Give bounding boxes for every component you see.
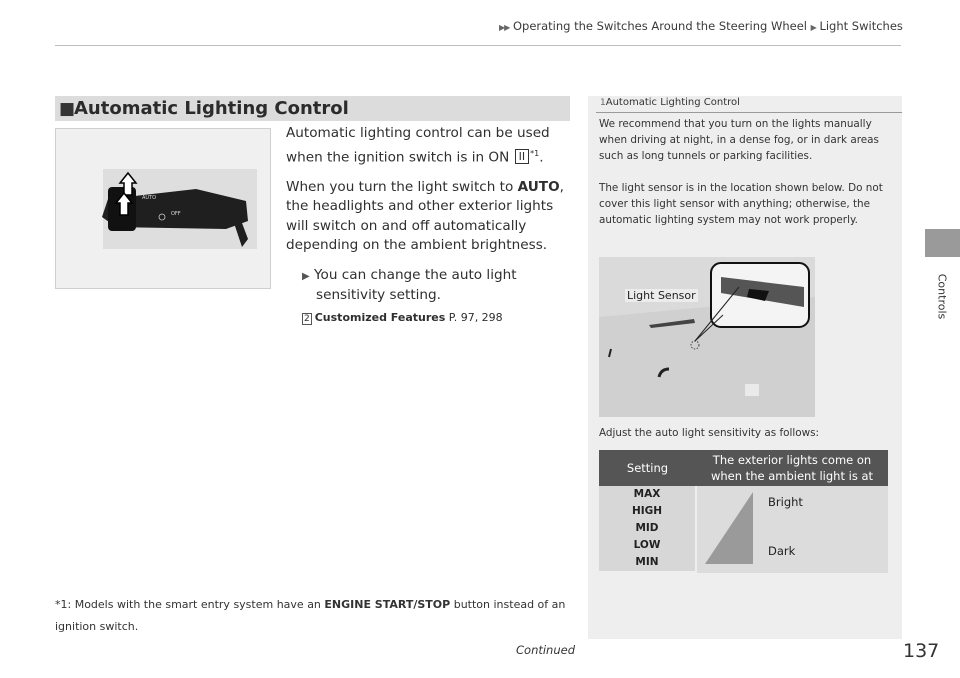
- breadcrumb-arrow-icon: ▶: [810, 23, 816, 32]
- breadcrumb: [499, 19, 903, 33]
- reference-title: Customized Features: [314, 310, 446, 324]
- adjust-sensitivity-text: Adjust the auto light sensitivity as follows:: [599, 427, 820, 439]
- sidebar-paragraph-sensor: The light sensor is in the location shown below. Do not cover this light sensor with anything; otherwise, the automatic lighting system may not work properly.: [599, 182, 883, 226]
- chapter-tab-marker: [925, 229, 960, 257]
- continued-label: Continued: [516, 643, 576, 657]
- sidebar-note-number: 1: [600, 98, 606, 108]
- light-sensor-photo: [599, 257, 815, 417]
- paragraph-ignition: [286, 124, 570, 168]
- note-arrow-icon: ▶: [302, 270, 310, 282]
- sidebar-text: [599, 116, 895, 244]
- table-row-setting: HIGH: [599, 503, 695, 520]
- reference-arrow-icon: 2: [304, 313, 310, 324]
- section-square-icon: ■: [59, 99, 76, 119]
- paragraph-text: .: [539, 149, 544, 166]
- sidebar-heading-text: Automatic Lighting Control: [605, 97, 740, 108]
- section-heading-bar: [55, 96, 570, 121]
- ignition-position-key: II: [515, 149, 530, 164]
- light-switch-stalk-drawing: [56, 129, 272, 290]
- section-title: Automatic Lighting Control: [74, 98, 349, 119]
- auto-setting: AUTO: [517, 178, 560, 195]
- sidebar-heading: [588, 97, 902, 108]
- dashboard-photo-drawing: [599, 257, 815, 417]
- footnote-button-name: ENGINE START/STOP: [324, 598, 451, 611]
- brightness-scale-cell: [697, 486, 888, 573]
- breadcrumb-section: Operating the Switches Around the Steering Wheel: [512, 19, 807, 33]
- bright-label: Bright: [768, 495, 803, 509]
- brightness-gradient-triangle: [705, 486, 765, 573]
- light-sensor-label: Light Sensor: [627, 289, 696, 302]
- switch-label-off: OFF: [171, 211, 181, 217]
- sidebar-paragraph-recommend: We recommend that you turn on the lights manually when driving at night, in a dense fog, or in dark areas such as long tunnels or parking facilities.: [599, 118, 879, 162]
- chapter-tab-label: Controls: [935, 273, 949, 320]
- body-text: [286, 124, 570, 329]
- paragraph-text: , the headlights and other exterior lights will switch on and off automatically depending on the ambient brightness.: [286, 178, 564, 254]
- table-row-setting: LOW: [599, 537, 695, 554]
- footnote-text: button instead of an ignition switch.: [55, 598, 566, 633]
- table-row-setting: MAX: [599, 486, 695, 503]
- table-header-condition: The exterior lights come on when the ambient light is at: [710, 453, 874, 483]
- paragraph-text: When you turn the light switch to: [286, 178, 518, 195]
- light-switch-illustration: [55, 128, 271, 289]
- breadcrumb-arrow-icon: ▶▶: [499, 23, 510, 32]
- breadcrumb-page: Light Switches: [819, 19, 903, 33]
- footnote-text: *1: Models with the smart entry system have an: [55, 598, 325, 611]
- sidebar-divider: [596, 112, 902, 113]
- table-row-setting: MIN: [599, 554, 695, 571]
- dark-label: Dark: [768, 544, 796, 558]
- switch-label-auto: AUTO: [142, 195, 157, 201]
- page-number: 137: [903, 640, 940, 662]
- table-header-setting: Setting: [626, 461, 669, 475]
- sensitivity-table-header: [599, 450, 888, 486]
- sub-note-text: You can change the auto light sensitivity setting.: [314, 266, 517, 304]
- header-divider: [55, 45, 901, 46]
- footnote: [55, 594, 575, 638]
- table-row-setting: MID: [599, 520, 695, 537]
- sub-note: [302, 266, 570, 306]
- paragraph-auto: [286, 178, 570, 256]
- footnote-marker: *1: [530, 148, 540, 158]
- reference-pages: P. 97, 298: [445, 310, 503, 324]
- paragraph-text: Automatic lighting control can be used when the ignition switch is in ON: [286, 125, 550, 166]
- cross-reference-link[interactable]: [302, 308, 570, 330]
